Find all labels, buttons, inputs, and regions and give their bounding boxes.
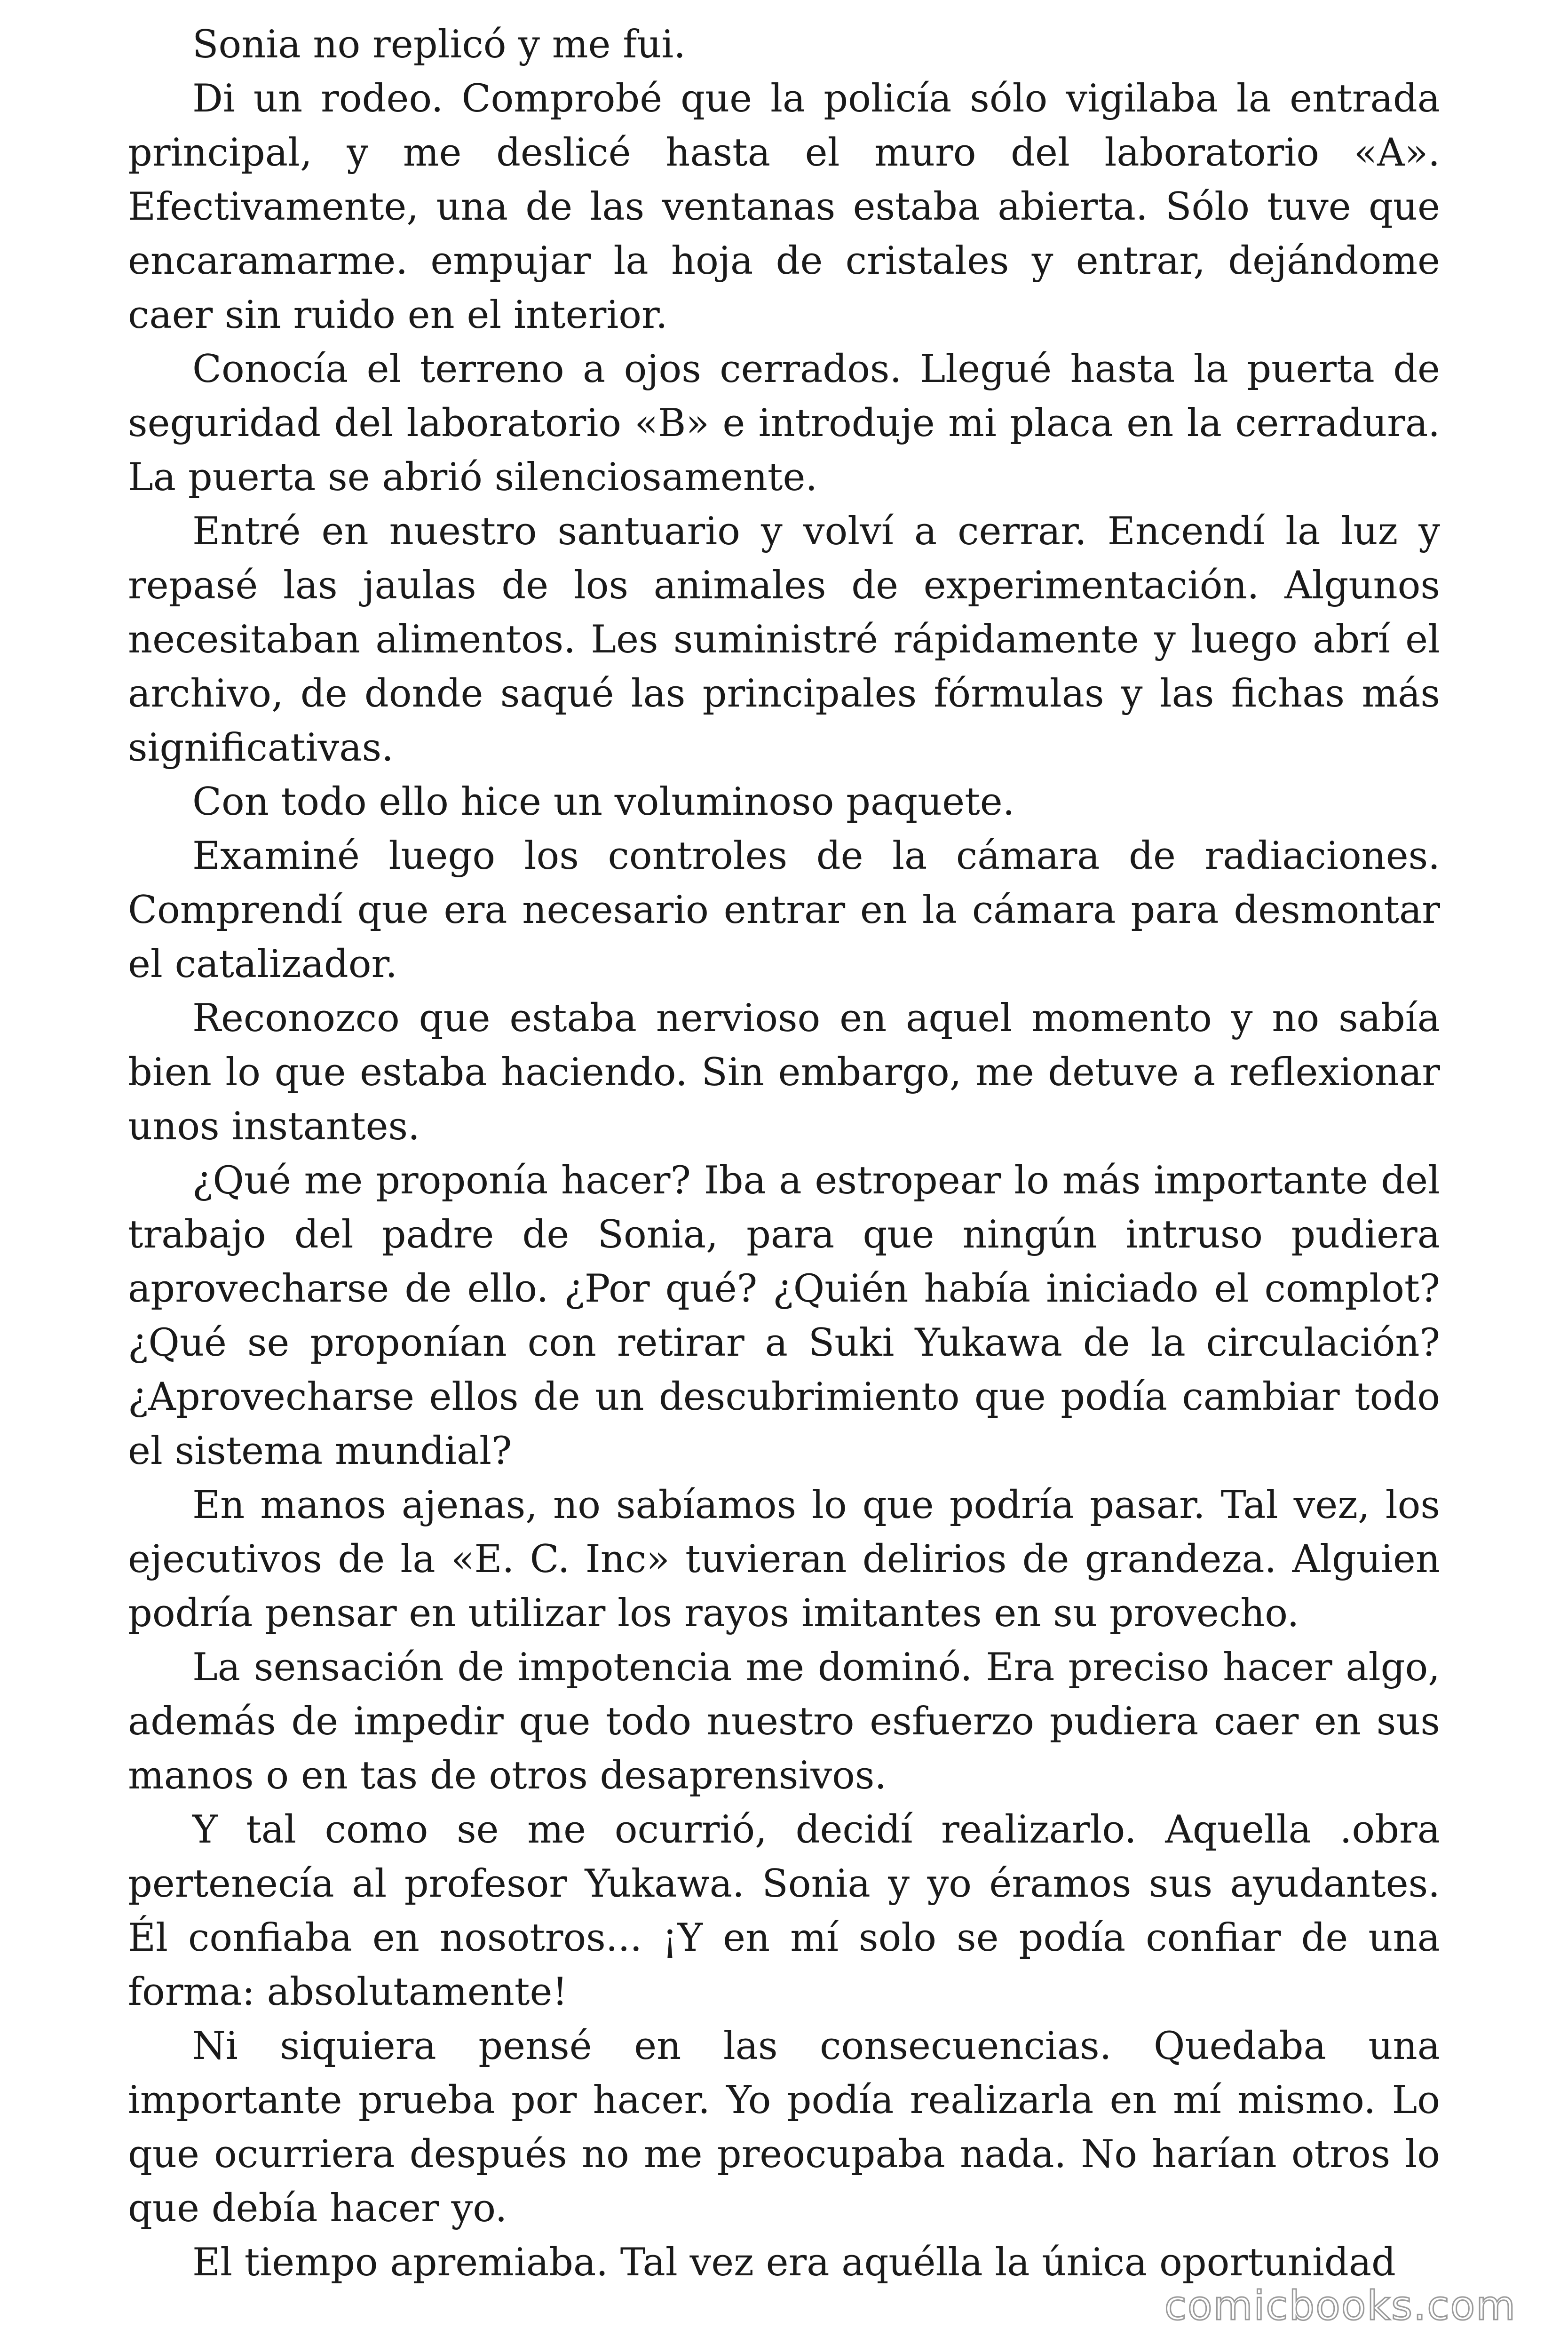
paragraph-7: Reconozco que estaba nervioso en aquel momento y no sabía bien lo que estaba haciendo. Sin embargo, me detuve a reflexionar unos instantes. [128,996,1440,1149]
paragraph-6: Examiné luego los controles de la cámara de radiaciones. Comprendí que era necesario entrar en la cámara para desmontar el catalizador. [128,834,1440,986]
paragraph-5: Con todo ello hice un voluminoso paquete. [192,780,1015,824]
paragraph-12: Ni siquiera pensé en las consecuencias. Quedaba una importante prueba por hacer. Yo podía realizarla en mí mismo. Lo que ocurriera después no me preocupaba nada. No harían otros lo que debía hacer yo. [128,2024,1440,2231]
paragraph-9: En manos ajenas, no sabíamos lo que podría pasar. Tal vez, los ejecutivos de la «E. C. Inc» tuvieran delirios de grandeza. Alguien podría pensar en utilizar los rayos imitantes en su provecho. [128,1483,1440,1636]
paragraph-13: El tiempo apremiaba. Tal vez era aquélla la única oportunidad [192,2241,1396,2285]
paragraph-2: Di un rodeo. Comprobé que la policía sólo vigilaba la entrada principal, y me deslicé hasta el muro del laboratorio «A». Efectivamente, una de las ventanas estaba abierta. Sólo tuve que encaramarme. empujar la hoja de cristales y entrar, dejándome caer sin ruido en el interior. [128,77,1440,337]
watermark: comicbooks.com [1164,2282,1516,2329]
paragraph-11: Y tal como se me ocurrió, decidí realizarlo. Aquella .obra pertenecía al profesor Yukawa. Sonia y yo éramos sus ayudantes. Él confiaba en nosotros... ¡Y en mí solo se podía confiar de una forma: absolutamente! [128,1808,1440,2014]
paragraph-3: Conocía el terreno a ojos cerrados. Llegué hasta la puerta de seguridad del laboratorio «B» e introduje mi placa en la cerradura. La puerta se abrió silenciosamente. [128,347,1440,500]
paragraph-10: La sensación de impotencia me dominó. Era preciso hacer algo, además de impedir que todo nuestro esfuerzo pudiera caer en sus manos o en tas de otros desaprensivos. [128,1645,1440,1798]
paragraph-8: ¿Qué me proponía hacer? Iba a estropear lo más importante del trabajo del padre de Sonia, para que ningún intruso pudiera aprovecharse de ello. ¿Por qué? ¿Quién había iniciado el complot? ¿Qué se proponían con retirar a Suki Yukawa de la circulación? ¿Aprovecharse ellos de un descubrimiento que podía cambiar todo el sistema mundial? [128,1159,1440,1473]
body-text [128,18,1440,2290]
paragraph-1: Sonia no replicó y me fui. [192,23,686,67]
paragraph-4: Entré en nuestro santuario y volví a cerrar. Encendí la luz y repasé las jaulas de los animales de experimentación. Algunos necesitaban alimentos. Les suministré rápidamente y luego abrí el archivo, de donde saqué las principales fórmulas y las fichas más significativas. [128,509,1440,770]
